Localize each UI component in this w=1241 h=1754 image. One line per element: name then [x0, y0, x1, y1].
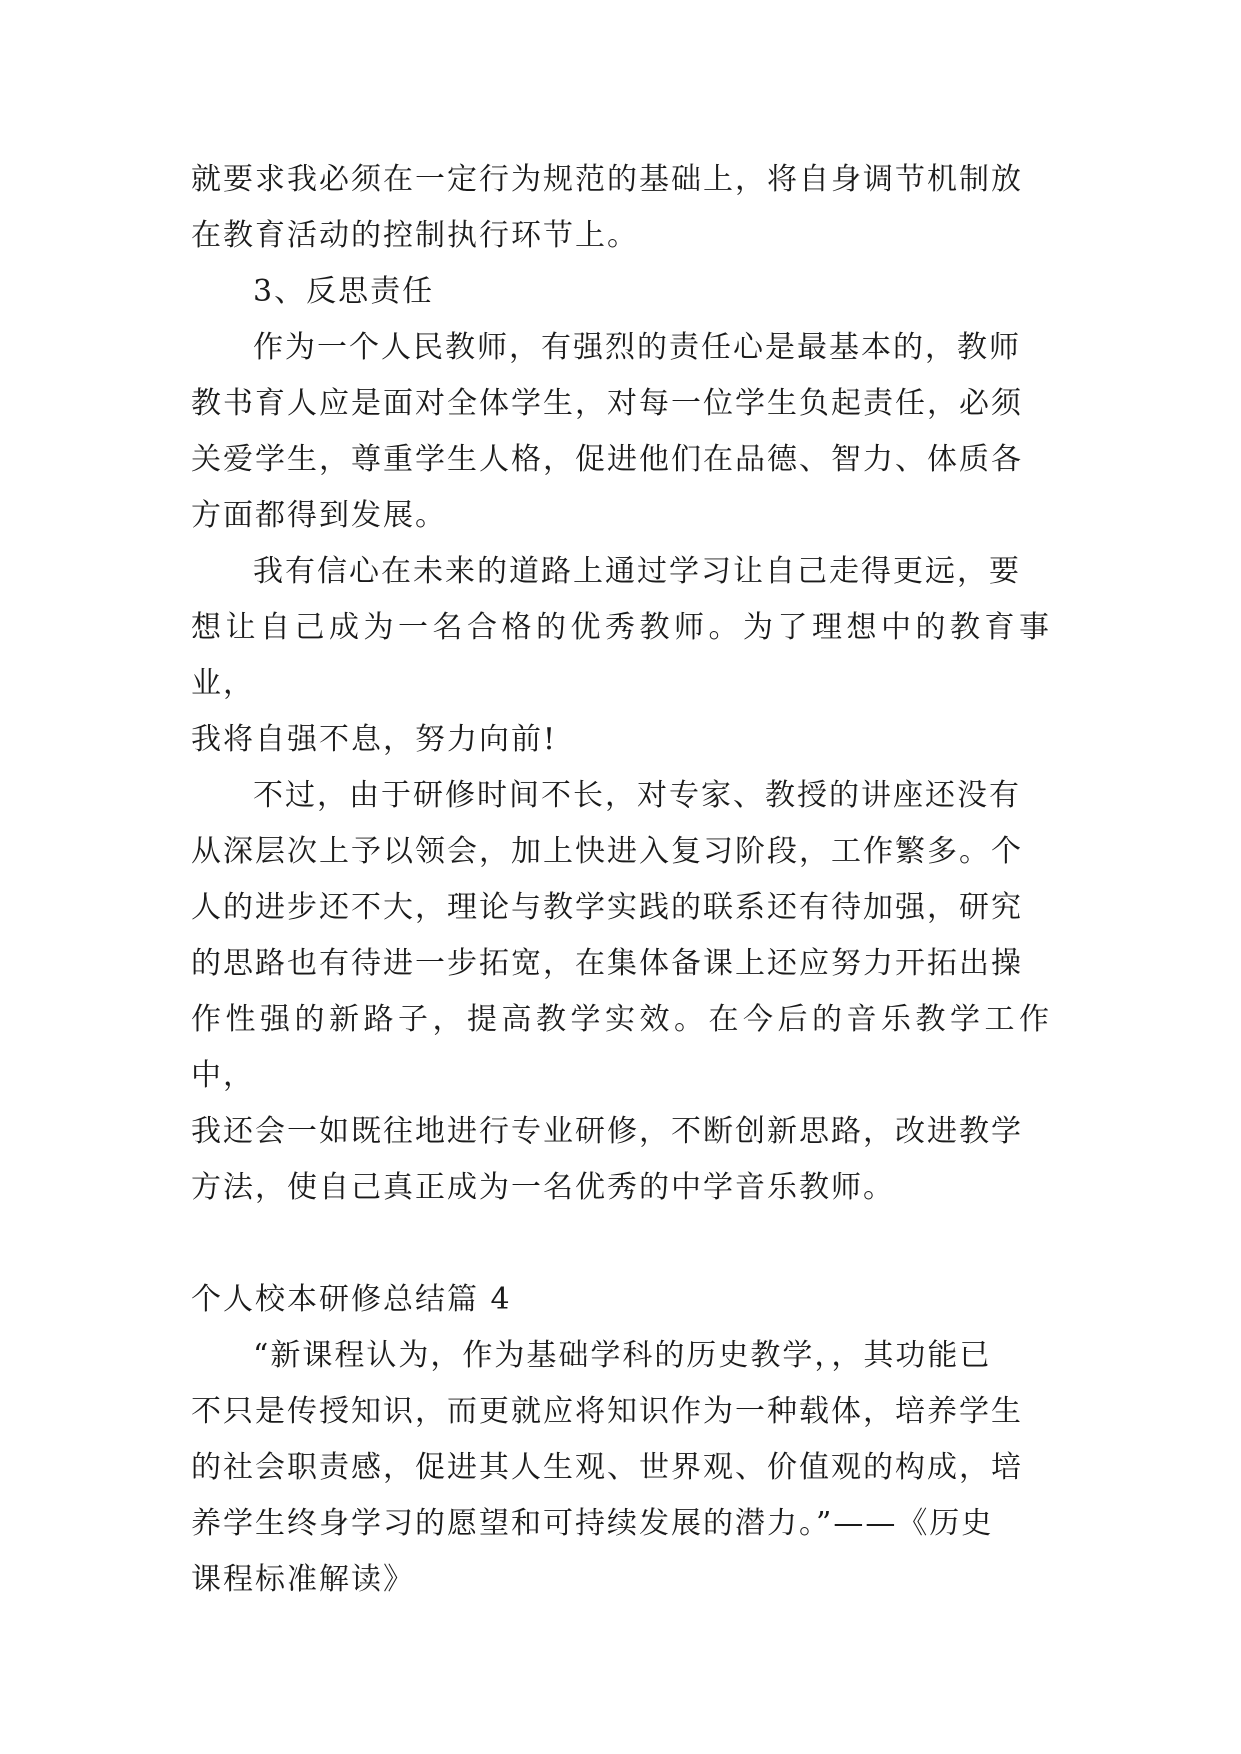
paragraph-shortcomings: 不过，由于研修时间不长，对专家、教授的讲座还没有 从深层次上予以领会，加上快进入复习阶段，工作繁多。个 人的进步还不大，理论与教学实践的联系还有待加强，研究 的思路也有待进一步拓宽，在集体备课上还应努力开拓出操 作性强的新路子，提高教学实效。在今后的音乐教学工作中， 我还会一如既往地进行专业研修，不断创新思路，改进教学 方法，使自己真正成为一名优秀的中学音乐教师。: [191, 778, 1051, 1205]
subheading-reflect-responsibility: 3、反思责任: [253, 274, 435, 309]
paragraph-continuation: 就要求我必须在一定行为规范的基础上，将自身调节机制放 在教育活动的控制执行环节上。: [191, 162, 1023, 253]
paragraph-quote: “新课程认为，作为基础学科的历史教学，，其功能已 不只是传授知识，而更就应将知识作为一种载体，培养学生 的社会职责感，促进其人生观、世界观、价值观的构成，培 养学生终身学习的愿望和可持续发展的潜力。”——《历史 课程标准解读》: [191, 1338, 1023, 1597]
document-body: [191, 152, 1051, 1608]
paragraph-confidence: 我有信心在未来的道路上通过学习让自己走得更远，要 想让自己成为一名合格的优秀教师。为了理想中的教育事业， 我将自强不息，努力向前!: [191, 554, 1051, 757]
section-title: 个人校本研修总结篇 4: [191, 1282, 512, 1317]
paragraph-teacher-responsibility: 作为一个人民教师，有强烈的责任心是最基本的，教师 教书育人应是面对全体学生，对每一位学生负起责任，必须 关爱学生，尊重学生人格，促进他们在品德、智力、体质各 方面都得到发展。: [191, 330, 1023, 533]
